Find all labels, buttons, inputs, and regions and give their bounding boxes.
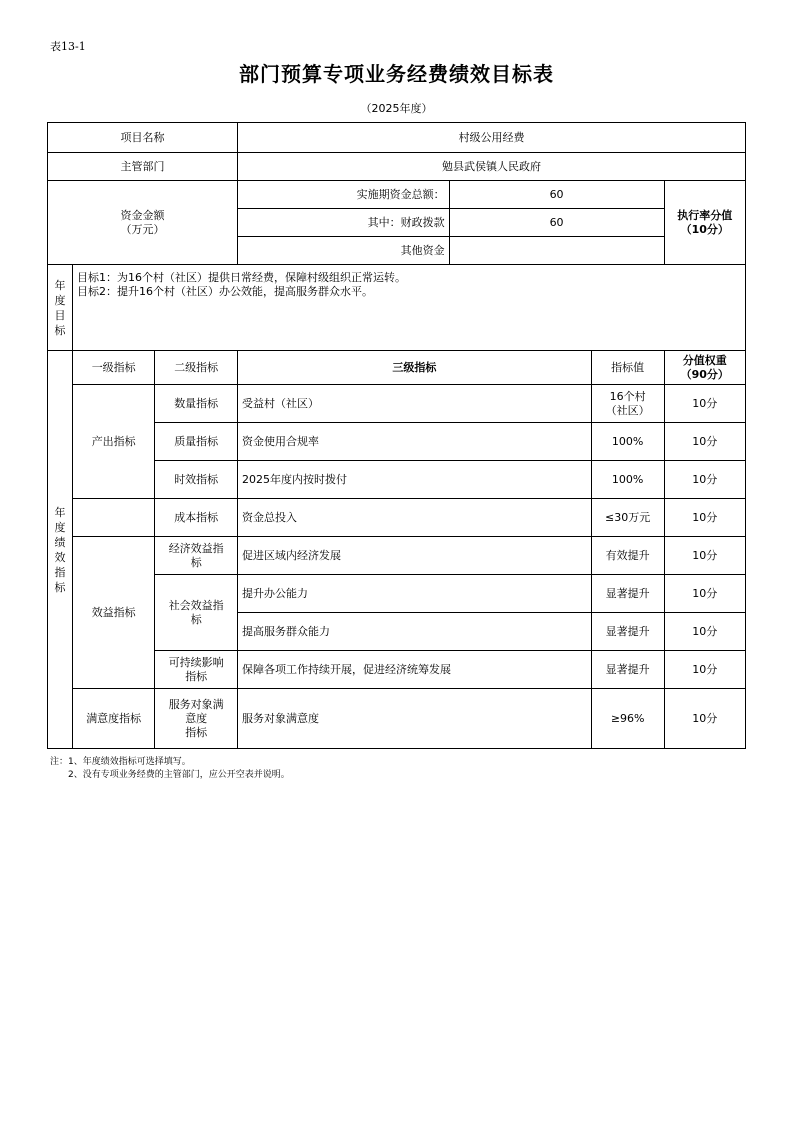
level1-empty-cell: [72, 499, 154, 537]
level2-cell: [155, 537, 238, 575]
level3-cell: 保障各项工作持续开展，促进经济统筹发展: [237, 651, 591, 689]
score-cell: 10分: [664, 613, 745, 651]
header-level1: 一级指标: [72, 351, 154, 385]
department-label: 主管部门: [48, 153, 238, 181]
header-target: 指标值: [591, 351, 664, 385]
level2-line2: 标: [190, 612, 202, 626]
score-cell: 10分: [664, 385, 745, 423]
target-cell: 有效提升: [591, 537, 664, 575]
level2-cell: 数量指标: [155, 385, 238, 423]
department-row: [48, 153, 746, 181]
funds-total-label: 实施期资金总额：: [237, 181, 449, 209]
footnotes: [50, 756, 290, 782]
level3-cell: 资金总投入: [237, 499, 591, 537]
performance-target-table: [47, 122, 746, 749]
target-cell: 显著提升: [591, 651, 664, 689]
level2-line2: 标: [190, 555, 202, 569]
indicator-row: [48, 689, 746, 749]
level2-cell: 时效指标: [155, 461, 238, 499]
score-cell: 10分: [664, 499, 745, 537]
table-number: 表13-1: [50, 40, 86, 53]
level2-cell: [155, 689, 238, 749]
benefit-indicators-label: 效益指标: [72, 537, 154, 689]
annual-goals-label-text: 年度目标: [54, 278, 66, 337]
indicator-row: [48, 537, 746, 575]
header-weight-line2: （90分）: [680, 367, 729, 381]
level3-cell: 提升办公能力: [237, 575, 591, 613]
annual-goals-content: [72, 265, 745, 351]
funds-fiscal-label: 其中：财政拨款: [237, 209, 449, 237]
indicator-row: [48, 499, 746, 537]
funds-label: [48, 181, 238, 265]
target-line1: 16个村: [609, 389, 646, 403]
funds-fiscal-value: 60: [449, 209, 664, 237]
level2-cell: 质量指标: [155, 423, 238, 461]
target-cell: 100%: [591, 461, 664, 499]
project-name-value: 村级公用经费: [237, 123, 745, 153]
header-level2: 二级指标: [155, 351, 238, 385]
fiscal-year: （2025年度）: [360, 102, 433, 115]
level2-cell: [155, 651, 238, 689]
header-weight-line1: 分值权重: [682, 353, 727, 367]
funds-label-line2: （万元）: [120, 222, 165, 236]
indicators-section-text: 年度绩效指标: [54, 505, 66, 594]
level2-line1: 社会效益指: [168, 598, 224, 612]
goal-2: 目标2：提升16个村（社区）办公效能，提高服务群众水平。: [76, 285, 373, 298]
funds-total-value: 60: [449, 181, 664, 209]
level3-cell: 资金使用合规率: [237, 423, 591, 461]
funds-label-line1: 资金金额: [120, 208, 165, 222]
annual-goals-label: [48, 265, 73, 351]
score-cell: 10分: [664, 423, 745, 461]
target-cell: [591, 385, 664, 423]
footnote-2: 2、没有专项业务经费的主管部门，应公开空表并说明。: [68, 770, 290, 780]
level2-line1: 可持续影响: [168, 655, 224, 669]
level2-cell: [155, 575, 238, 651]
footnote-1: 注：1、年度绩效指标可选择填写。: [50, 757, 191, 767]
score-cell: 10分: [664, 537, 745, 575]
level3-cell: 2025年度内按时拨付: [237, 461, 591, 499]
level3-cell: 受益村（社区）: [237, 385, 591, 423]
level2-line2: 指标: [185, 669, 208, 683]
level3-cell: 提高服务群众能力: [237, 613, 591, 651]
level2-line1: 经济效益指: [168, 541, 224, 555]
score-cell: 10分: [664, 689, 745, 749]
score-cell: 10分: [664, 575, 745, 613]
level3-cell: 促进区域内经济发展: [237, 537, 591, 575]
project-name-label: 项目名称: [48, 123, 238, 153]
level2-line1: 服务对象满: [168, 697, 224, 711]
header-weight: [664, 351, 745, 385]
target-line2: （社区）: [605, 403, 650, 417]
project-name-row: [48, 123, 746, 153]
target-cell: 显著提升: [591, 575, 664, 613]
target-cell: 100%: [591, 423, 664, 461]
level2-line2: 意度: [185, 711, 208, 725]
annual-goals-row: [48, 265, 746, 351]
header-level3: 三级指标: [237, 351, 591, 385]
goal-1: 目标1：为16个村（社区）提供日常经费，保障村级组织正常运转。: [76, 271, 406, 284]
execution-rate-score: [664, 181, 745, 265]
score-cell: 10分: [664, 461, 745, 499]
satisfaction-indicators-label: 满意度指标: [72, 689, 154, 749]
department-value: 勉县武侯镇人民政府: [237, 153, 745, 181]
execution-rate-line1: 执行率分值: [677, 208, 733, 222]
funds-other-label: 其他资金: [237, 237, 449, 265]
funds-total-row: [48, 181, 746, 209]
level3-cell: 服务对象满意度: [237, 689, 591, 749]
indicators-section-label: [48, 351, 73, 749]
output-indicators-label: 产出指标: [72, 385, 154, 499]
target-cell: 显著提升: [591, 613, 664, 651]
score-cell: 10分: [664, 651, 745, 689]
level2-cell: 成本指标: [155, 499, 238, 537]
target-cell: ≥96%: [591, 689, 664, 749]
target-cell: ≤30万元: [591, 499, 664, 537]
indicator-header-row: [48, 351, 746, 385]
page-title: 部门预算专项业务经费绩效目标表: [239, 62, 554, 86]
level2-line3: 指标: [185, 725, 208, 739]
funds-other-value: [449, 237, 664, 265]
indicator-row: [48, 385, 746, 423]
execution-rate-line2: （10分）: [680, 222, 729, 236]
